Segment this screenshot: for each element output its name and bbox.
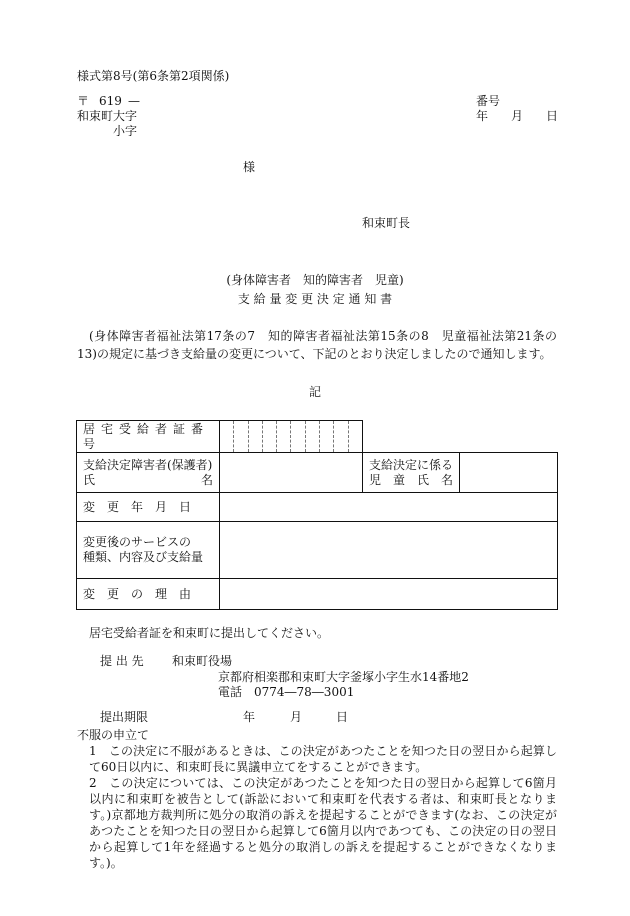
address-line1: 和束町大字 <box>77 109 138 123</box>
deadline-month: 月 <box>290 710 303 724</box>
issuer: 和束町長 <box>362 216 411 230</box>
disabled-person-name-field[interactable] <box>220 453 363 493</box>
cert-digit-cell[interactable] <box>220 421 234 452</box>
cert-digit-cell[interactable] <box>349 421 362 452</box>
date-year: 年 <box>476 109 489 123</box>
cert-digit-cell[interactable] <box>234 421 248 452</box>
change-date-label: 変 更 年 月 日 <box>77 493 220 522</box>
deadline-year: 年 <box>243 710 256 724</box>
submission-address: 京都府相楽郡和束町大字釜塚小字生水14番地2 <box>218 670 469 684</box>
disabled-person-label: 支給決定障害者(保護者) 氏 名 <box>77 453 220 493</box>
deadline-day: 日 <box>336 710 349 724</box>
decision-table <box>76 420 558 610</box>
blank-corner <box>363 421 558 453</box>
cert-digit-cell[interactable] <box>334 421 348 452</box>
child-name-field[interactable] <box>460 453 558 493</box>
recipient-cert-number-cells[interactable] <box>220 421 363 453</box>
cert-digit-cell[interactable] <box>320 421 334 452</box>
change-reason-field[interactable] <box>220 579 558 610</box>
objection-item-1: 1 この決定に不服があるときは、この決定があつたことを知つた日の翌日から起算して60日以内に、和束町長に異議申立てをすることができます。 <box>89 744 557 774</box>
child-name-label: 支給決定に係る 児 童 氏 名 <box>363 453 460 493</box>
honorific: 様 <box>243 160 256 174</box>
recipient-cert-label: 居宅受給者証番号 <box>77 421 220 453</box>
objection-item-2: 2 この決定については、この決定があつたことを知つた日の翌日から起算して6箇月以内に和束町を被告として(訴訟において和束町を代表する者は、和束町長となります。)京都地方裁判所に処分の取消の訴えを提起することができます(なお、この決定があつたことを知つた日の翌日から起算して6箇月以内であつても、この決定の日の翌日から起算して1年を経過すると処分の取消しの訴えを提起することができなくなります。)。 <box>89 776 557 870</box>
postal-code: 619 <box>99 94 122 108</box>
number-label: 番号 <box>476 94 501 108</box>
cert-digit-cell[interactable] <box>249 421 263 452</box>
form-number: 様式第8号(第6条第2項関係) <box>77 69 230 83</box>
address-line2: 小字 <box>113 124 138 138</box>
date-month: 月 <box>511 109 524 123</box>
change-date-field[interactable] <box>220 493 558 522</box>
cert-digit-cell[interactable] <box>277 421 291 452</box>
postal-dash: — <box>128 94 140 108</box>
cert-digit-cell[interactable] <box>291 421 305 452</box>
document-title: 支 給 量 変 更 決 定 通 知 書 <box>237 292 393 306</box>
submit-note: 居宅受給者証を和束町に提出してください。 <box>89 626 330 640</box>
submission-office: 和束町役場 <box>172 654 233 668</box>
deadline-label: 提出期限 <box>100 710 149 724</box>
service-after-change-label: 変更後のサービスの 種類、内容及び支給量 <box>77 522 220 579</box>
submission-phone: 電話 0774―78―3001 <box>218 685 355 699</box>
submission-label: 提 出 先 <box>100 654 144 668</box>
objection-heading: 不服の申立て <box>77 728 150 742</box>
service-after-change-field[interactable] <box>220 522 558 579</box>
change-reason-label: 変 更 の 理 由 <box>77 579 220 610</box>
cert-digit-cell[interactable] <box>306 421 320 452</box>
postal-mark: 〒 <box>77 94 90 108</box>
intro-text: (身体障害者福祉法第17条の7 知的障害者福祉法第15条の8 児童福祉法第21条の13)の規定に基づき支給量の変更について、下記のとおり決定しましたので通知します。 <box>77 329 557 361</box>
date-day: 日 <box>546 109 559 123</box>
document-subtitle: (身体障害者 知的障害者 児童) <box>226 273 404 287</box>
ki-heading: 記 <box>308 385 321 399</box>
cert-digit-cell[interactable] <box>263 421 277 452</box>
